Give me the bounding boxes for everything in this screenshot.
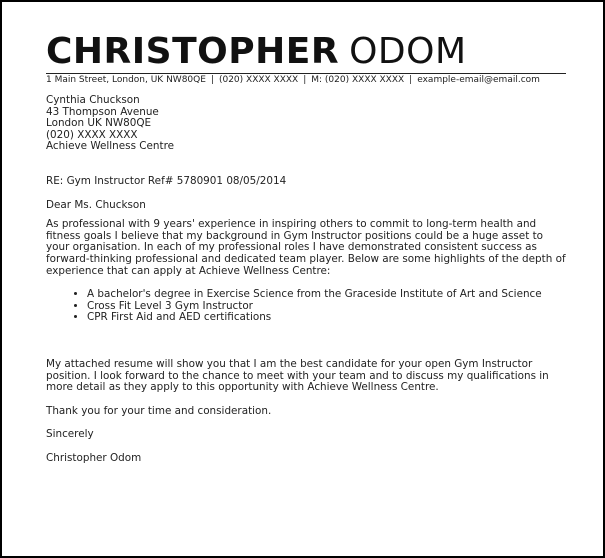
recipient-block bbox=[46, 95, 566, 153]
highlights-list bbox=[46, 289, 566, 324]
opening-paragraph: As professional with 9 years' experience in inspiring others to commit to long-term health and fitness goals I believe that my background in Gym Instructor positions could be a huge asset to your organisation. In each of my professional roles I have demonstrated consistent success as forward-thinking professional and dedicated team player. Below are some highlights of the depth of experience that can apply at Achieve Wellness Centre: bbox=[46, 218, 566, 277]
contact-phone: (020) XXXX XXXX bbox=[218, 75, 299, 85]
recipient-street: 43 Thompson Avenue bbox=[46, 105, 159, 118]
contact-line bbox=[46, 74, 540, 86]
recipient-city: London UK NW80QE bbox=[46, 117, 152, 130]
contact-mobile: M: (020) XXXX XXXX bbox=[311, 75, 405, 85]
closing-word: Sincerely bbox=[46, 428, 94, 441]
salutation: Dear Ms. Chuckson bbox=[46, 198, 146, 211]
contact-address: 1 Main Street, London, UK NW80QE bbox=[46, 75, 206, 85]
applicant-last-name: ODOM bbox=[349, 31, 467, 72]
recipient-phone: (020) XXXX XXXX bbox=[46, 128, 138, 141]
reference-line: RE: Gym Instructor Ref# 5780901 08/05/2014 bbox=[46, 174, 287, 187]
contact-separator: | bbox=[409, 75, 413, 85]
list-item: • A bachelor's degree in Exercise Science from the Graceside Institute of Art and Science bbox=[87, 289, 566, 301]
letter-body bbox=[46, 95, 566, 464]
list-item: • CPR First Aid and AED certifications bbox=[87, 312, 566, 324]
signature-name: Christopher Odom bbox=[46, 451, 142, 464]
closing-paragraph: My attached resume will show you that I am the best candidate for your open Gym Instructor position. I look forward to the chance to meet with your team and to discuss my qualifications in more detail as they apply to this opportunity with Achieve Wellness Centre. bbox=[46, 357, 549, 394]
recipient-name: Cynthia Chuckson bbox=[46, 94, 140, 106]
contact-separator: | bbox=[303, 75, 307, 85]
applicant-first-name: CHRISTOPHER bbox=[46, 31, 340, 72]
applicant-name bbox=[46, 31, 467, 73]
list-item: • Cross Fit Level 3 Gym Instructor bbox=[87, 301, 566, 313]
recipient-company: Achieve Wellness Centre bbox=[46, 140, 175, 153]
contact-separator: | bbox=[210, 75, 214, 85]
thanks-line: Thank you for your time and consideration. bbox=[46, 404, 272, 417]
contact-email: example-email@email.com bbox=[417, 75, 540, 85]
